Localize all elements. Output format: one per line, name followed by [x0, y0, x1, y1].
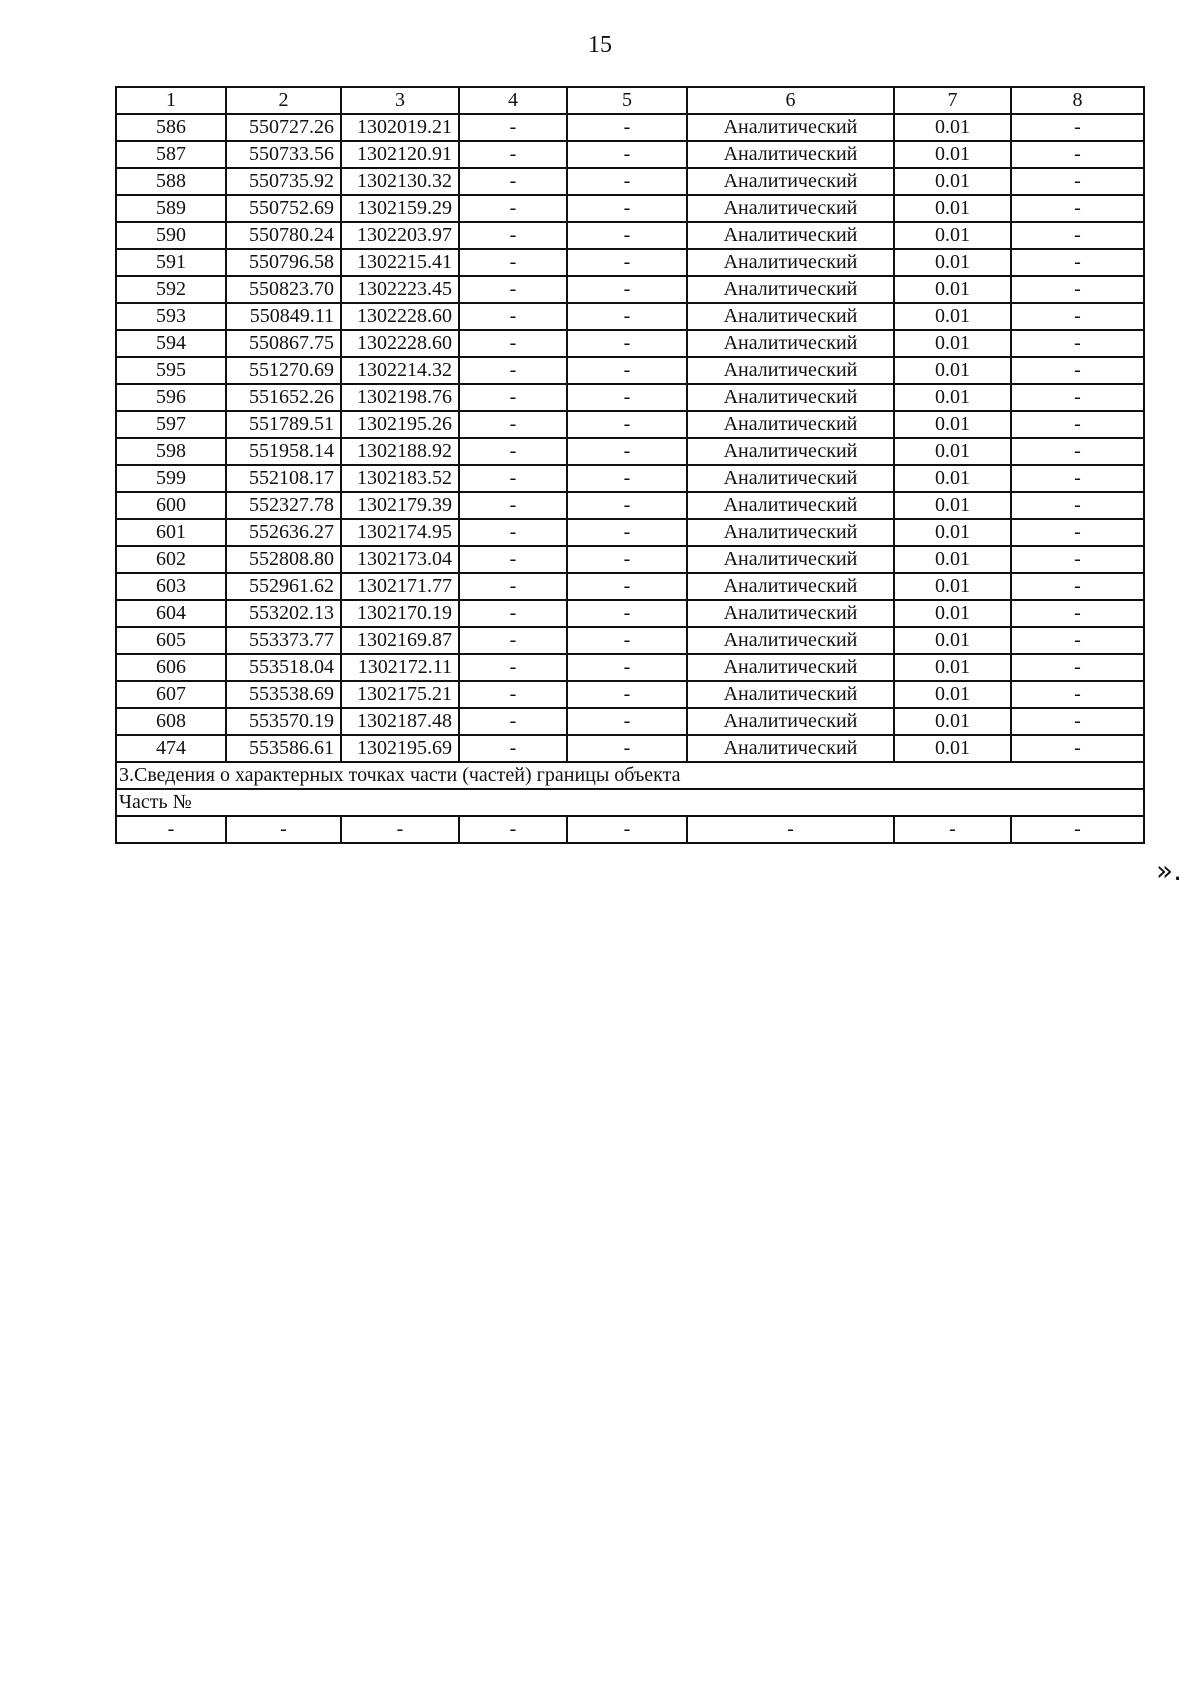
table-cell: - [894, 816, 1011, 843]
table-cell: Аналитический [687, 249, 894, 276]
table-row [116, 627, 1144, 654]
table-cell: - [1011, 357, 1144, 384]
header-cell: 7 [894, 87, 1011, 114]
table-cell: - [459, 492, 567, 519]
table-cell: 587 [116, 141, 226, 168]
table-row [116, 546, 1144, 573]
table-cell: 1302170.19 [341, 600, 459, 627]
table-cell: 552636.27 [226, 519, 341, 546]
table-cell: - [459, 384, 567, 411]
table-cell: - [459, 222, 567, 249]
table-cell: - [567, 384, 687, 411]
section-title: 3.Сведения о характерных точках части (частей) границы объекта [116, 762, 1144, 789]
table-cell: - [459, 114, 567, 141]
header-cell: 1 [116, 87, 226, 114]
table-cell: 0.01 [894, 384, 1011, 411]
table-cell: - [567, 168, 687, 195]
table-cell: - [1011, 681, 1144, 708]
table-row [116, 573, 1144, 600]
table-cell: 0.01 [894, 330, 1011, 357]
table-cell: - [1011, 492, 1144, 519]
part-label-row [116, 789, 1144, 816]
table-cell: 607 [116, 681, 226, 708]
table-cell: 608 [116, 708, 226, 735]
table-cell: Аналитический [687, 708, 894, 735]
table-cell: 1302228.60 [341, 330, 459, 357]
table-cell: Аналитический [687, 276, 894, 303]
table-cell: 0.01 [894, 222, 1011, 249]
table-cell: 0.01 [894, 195, 1011, 222]
table-cell: - [567, 492, 687, 519]
table-cell: - [567, 654, 687, 681]
table-cell: 1302175.21 [341, 681, 459, 708]
table-cell: - [567, 249, 687, 276]
table-cell: 0.01 [894, 438, 1011, 465]
table-cell: - [567, 627, 687, 654]
table-cell: - [459, 303, 567, 330]
table-cell: - [567, 465, 687, 492]
table-cell: 553202.13 [226, 600, 341, 627]
table-cell: 598 [116, 438, 226, 465]
table-cell: - [567, 519, 687, 546]
table-cell: 551652.26 [226, 384, 341, 411]
table-cell: 551958.14 [226, 438, 341, 465]
coordinates-table [115, 86, 1145, 844]
table-cell: 1302019.21 [341, 114, 459, 141]
table-cell: 550823.70 [226, 276, 341, 303]
table-row [116, 735, 1144, 762]
table-cell: - [567, 411, 687, 438]
table-cell: 1302130.32 [341, 168, 459, 195]
table-cell: 0.01 [894, 411, 1011, 438]
table-cell: 597 [116, 411, 226, 438]
table-cell: - [567, 438, 687, 465]
empty-row [116, 816, 1144, 843]
table-cell: Аналитический [687, 681, 894, 708]
table-row [116, 708, 1144, 735]
table-cell: Аналитический [687, 519, 894, 546]
table-cell: - [459, 411, 567, 438]
table-cell: - [459, 708, 567, 735]
table-cell: 0.01 [894, 114, 1011, 141]
table-cell: - [459, 465, 567, 492]
table-row [116, 303, 1144, 330]
table-cell: 0.01 [894, 708, 1011, 735]
table-cell: 1302187.48 [341, 708, 459, 735]
table-cell: 552108.17 [226, 465, 341, 492]
table-cell: - [1011, 249, 1144, 276]
table-row [116, 114, 1144, 141]
table-cell: - [1011, 222, 1144, 249]
table-cell: 551789.51 [226, 411, 341, 438]
table-row [116, 654, 1144, 681]
table-row [116, 168, 1144, 195]
table-cell: - [1011, 546, 1144, 573]
table-cell: - [459, 654, 567, 681]
table-cell: - [459, 735, 567, 762]
table-cell: 550752.69 [226, 195, 341, 222]
table-cell: - [459, 627, 567, 654]
table-cell: 602 [116, 546, 226, 573]
table-cell: Аналитический [687, 357, 894, 384]
table-cell: Аналитический [687, 492, 894, 519]
table-cell: - [567, 573, 687, 600]
table-cell: 550733.56 [226, 141, 341, 168]
table-cell: 588 [116, 168, 226, 195]
table-cell: - [1011, 465, 1144, 492]
table-cell: - [459, 249, 567, 276]
table-cell: 1302159.29 [341, 195, 459, 222]
table-cell: - [459, 546, 567, 573]
table-cell: Аналитический [687, 600, 894, 627]
header-cell: 8 [1011, 87, 1144, 114]
table-cell: 0.01 [894, 546, 1011, 573]
table-cell: Аналитический [687, 654, 894, 681]
table-cell: - [1011, 411, 1144, 438]
section-title-row [116, 762, 1144, 789]
table-row [116, 357, 1144, 384]
table-cell: 1302188.92 [341, 438, 459, 465]
table-cell: 1302195.26 [341, 411, 459, 438]
table-cell: 550867.75 [226, 330, 341, 357]
table-body [116, 87, 1144, 843]
table-cell: 0.01 [894, 303, 1011, 330]
table-cell: 0.01 [894, 141, 1011, 168]
table-cell: - [1011, 195, 1144, 222]
table-cell: 0.01 [894, 735, 1011, 762]
table-cell: Аналитический [687, 141, 894, 168]
table-cell: - [567, 681, 687, 708]
table-cell: 1302183.52 [341, 465, 459, 492]
table-cell: - [567, 195, 687, 222]
table-cell: - [1011, 708, 1144, 735]
table-cell: 0.01 [894, 168, 1011, 195]
table-cell: 1302214.32 [341, 357, 459, 384]
header-cell: 3 [341, 87, 459, 114]
page-number: 15 [588, 32, 612, 58]
table-cell: - [459, 438, 567, 465]
table-cell: - [459, 195, 567, 222]
table-cell: Аналитический [687, 465, 894, 492]
table-cell: - [567, 114, 687, 141]
table-cell: 550780.24 [226, 222, 341, 249]
table-row [116, 519, 1144, 546]
table-cell: - [567, 276, 687, 303]
table-cell: 605 [116, 627, 226, 654]
table-cell: 604 [116, 600, 226, 627]
table-cell: 600 [116, 492, 226, 519]
table-row [116, 276, 1144, 303]
table-cell: Аналитический [687, 330, 894, 357]
table-cell: Аналитический [687, 384, 894, 411]
table-cell: 0.01 [894, 519, 1011, 546]
table-row [116, 411, 1144, 438]
table-cell: - [116, 816, 226, 843]
table-cell: 550849.11 [226, 303, 341, 330]
table-cell: 551270.69 [226, 357, 341, 384]
table-cell: - [567, 816, 687, 843]
table-cell: 591 [116, 249, 226, 276]
table-row [116, 600, 1144, 627]
table-cell: - [1011, 276, 1144, 303]
table-cell: Аналитический [687, 735, 894, 762]
table-cell: 552808.80 [226, 546, 341, 573]
table-cell: 0.01 [894, 573, 1011, 600]
table-cell: 550735.92 [226, 168, 341, 195]
header-cell: 6 [687, 87, 894, 114]
table-cell: - [226, 816, 341, 843]
table-cell: - [459, 141, 567, 168]
table-cell: - [567, 330, 687, 357]
table-row [116, 141, 1144, 168]
table-cell: 0.01 [894, 357, 1011, 384]
table-row [116, 384, 1144, 411]
table-cell: Аналитический [687, 573, 894, 600]
table-cell: 592 [116, 276, 226, 303]
table-row [116, 681, 1144, 708]
table-cell: 553373.77 [226, 627, 341, 654]
table-cell: 0.01 [894, 465, 1011, 492]
table-cell: 1302173.04 [341, 546, 459, 573]
table-cell: 1302169.87 [341, 627, 459, 654]
table-cell: - [1011, 330, 1144, 357]
table-cell: - [1011, 519, 1144, 546]
table-cell: - [687, 816, 894, 843]
table-cell: - [567, 303, 687, 330]
table-cell: - [1011, 114, 1144, 141]
table-cell: 1302171.77 [341, 573, 459, 600]
table-row [116, 438, 1144, 465]
table-cell: - [1011, 627, 1144, 654]
table-cell: 590 [116, 222, 226, 249]
table-cell: 553570.19 [226, 708, 341, 735]
table-cell: 1302223.45 [341, 276, 459, 303]
table-row [116, 492, 1144, 519]
header-row [116, 87, 1144, 114]
table-cell: 606 [116, 654, 226, 681]
table-cell: Аналитический [687, 546, 894, 573]
table-cell: 595 [116, 357, 226, 384]
table-cell: 0.01 [894, 627, 1011, 654]
table-cell: - [1011, 816, 1144, 843]
table-cell: - [459, 573, 567, 600]
table-cell: 1302198.76 [341, 384, 459, 411]
table-cell: - [567, 546, 687, 573]
table-cell: 1302174.95 [341, 519, 459, 546]
table-cell: - [1011, 573, 1144, 600]
table-cell: 1302172.11 [341, 654, 459, 681]
table-cell: - [567, 708, 687, 735]
table-row [116, 222, 1144, 249]
table-cell: - [1011, 303, 1144, 330]
table-cell: 552961.62 [226, 573, 341, 600]
table-row [116, 330, 1144, 357]
table-cell: 593 [116, 303, 226, 330]
table-cell: 594 [116, 330, 226, 357]
header-cell: 4 [459, 87, 567, 114]
table-cell: 603 [116, 573, 226, 600]
table-cell: 552327.78 [226, 492, 341, 519]
table-cell: - [459, 168, 567, 195]
table-cell: 474 [116, 735, 226, 762]
table-cell: 589 [116, 195, 226, 222]
table-cell: 601 [116, 519, 226, 546]
closing-quote: ». [1156, 854, 1183, 887]
table-cell: 550727.26 [226, 114, 341, 141]
table-row [116, 249, 1144, 276]
table-cell: - [1011, 438, 1144, 465]
table-cell: 0.01 [894, 276, 1011, 303]
table-cell: - [341, 816, 459, 843]
table-cell: 586 [116, 114, 226, 141]
table-cell: Аналитический [687, 168, 894, 195]
table-row [116, 195, 1144, 222]
table-cell: 0.01 [894, 492, 1011, 519]
table-cell: - [567, 141, 687, 168]
table-cell: 1302228.60 [341, 303, 459, 330]
table-cell: Аналитический [687, 411, 894, 438]
table-cell: - [567, 357, 687, 384]
table-cell: 0.01 [894, 249, 1011, 276]
table-cell: 0.01 [894, 654, 1011, 681]
table-cell: 1302203.97 [341, 222, 459, 249]
table-cell: - [1011, 654, 1144, 681]
table-cell: 0.01 [894, 600, 1011, 627]
table-cell: 599 [116, 465, 226, 492]
table-cell: - [459, 681, 567, 708]
part-label: Часть № [116, 789, 1144, 816]
table-cell: - [567, 735, 687, 762]
table-cell: Аналитический [687, 222, 894, 249]
table-cell: - [459, 276, 567, 303]
table-cell: - [459, 330, 567, 357]
table-cell: - [1011, 600, 1144, 627]
table-cell: Аналитический [687, 195, 894, 222]
table-cell: - [1011, 735, 1144, 762]
table-cell: - [459, 816, 567, 843]
table-cell: 0.01 [894, 681, 1011, 708]
table-cell: 553538.69 [226, 681, 341, 708]
table-cell: 553586.61 [226, 735, 341, 762]
table-cell: Аналитический [687, 303, 894, 330]
header-cell: 5 [567, 87, 687, 114]
table-cell: - [1011, 168, 1144, 195]
table-cell: 550796.58 [226, 249, 341, 276]
table-cell: 1302195.69 [341, 735, 459, 762]
table-cell: Аналитический [687, 438, 894, 465]
table-cell: - [459, 357, 567, 384]
table-cell: Аналитический [687, 114, 894, 141]
table-cell: - [1011, 384, 1144, 411]
table-cell: 1302120.91 [341, 141, 459, 168]
table-cell: 1302215.41 [341, 249, 459, 276]
table-cell: 1302179.39 [341, 492, 459, 519]
table-cell: - [567, 222, 687, 249]
table-row [116, 465, 1144, 492]
table-cell: - [459, 519, 567, 546]
table-cell: - [567, 600, 687, 627]
table-cell: - [459, 600, 567, 627]
table-cell: Аналитический [687, 627, 894, 654]
table-cell: 553518.04 [226, 654, 341, 681]
header-cell: 2 [226, 87, 341, 114]
table-cell: - [1011, 141, 1144, 168]
table-cell: 596 [116, 384, 226, 411]
